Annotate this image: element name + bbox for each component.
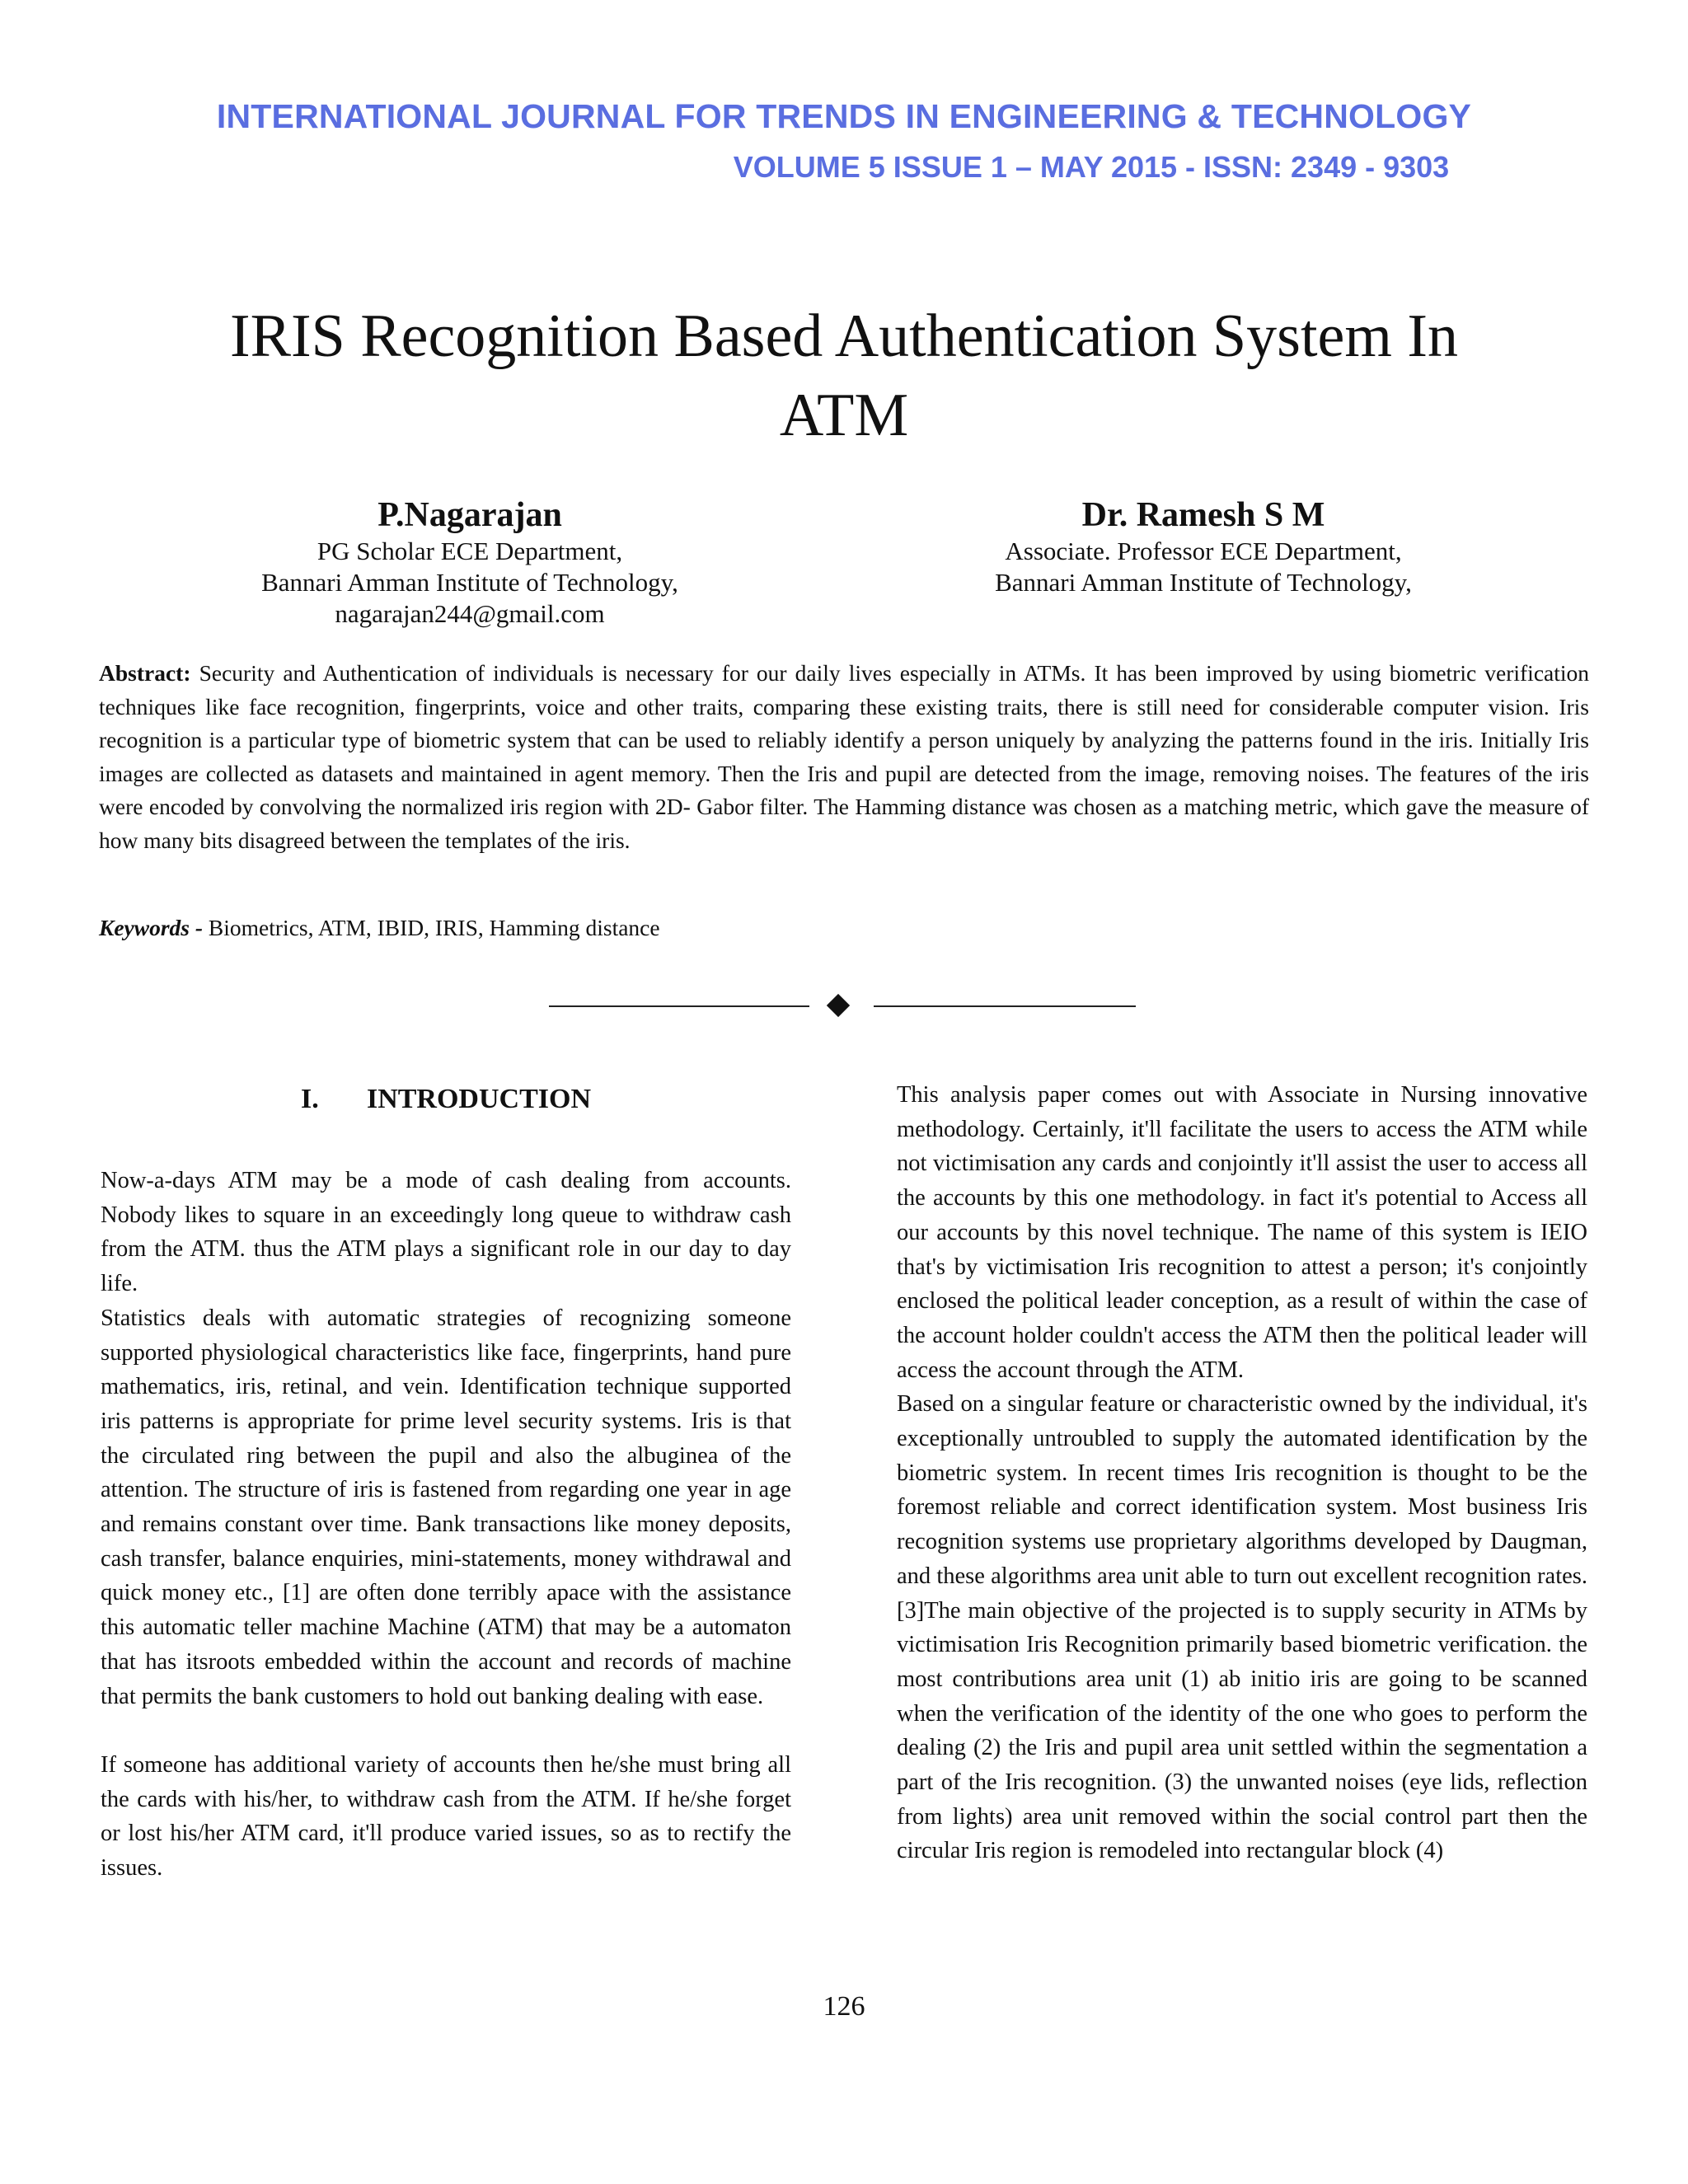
body-column-right: [897, 1078, 1587, 1868]
title-line-2: ATM: [779, 382, 909, 449]
section-number: I.: [300, 1084, 319, 1114]
journal-name: INTERNATIONAL JOURNAL FOR TRENDS IN ENGINEERING & TECHNOLOGY: [216, 97, 1472, 135]
journal-issue: VOLUME 5 ISSUE 1 – MAY 2015 - ISSN: 2349 - 9303: [733, 150, 1450, 184]
body-column-left: [101, 1164, 791, 1886]
author-role: PG Scholar ECE Department,: [316, 537, 623, 565]
author-email: nagarajan244@gmail.com: [335, 599, 605, 628]
body-paragraph: If someone has additional variety of accounts then he/she must bring all the cards with his/her, to withdraw cash from the ATM. If he/she forget or lost his/her ATM card, it'll produce varied issues, so as to rectify the issues.: [101, 1751, 791, 1882]
paper-title: [99, 297, 1589, 455]
separator-line-right: [874, 1005, 1136, 1007]
body-paragraph: Statistics deals with automatic strategies of recognizing someone supported physiological characteristics like face, fingerprints, hand pure mathematics, iris, retinal, and vein. Identification technique supported iris patterns is appropriate for prime level security systems. Iris is that the circulated ring between the pupil and also the albuginea of the attention. The structure of iris is fastened from regarding one year in age and remains constant over time. Bank transactions like money deposits, cash transfer, balance enquiries, mini-statements, money withdrawal and quick money etc., [1] are often done terribly apace with the assistance this automatic teller machine Machine (ATM) that may be a automaton that has itsroots embedded within the account and records of machine that permits the bank customers to hold out banking dealing with ease.: [101, 1305, 791, 1709]
abstract-text: Security and Authentication of individuals is necessary for our daily lives especially in ATMs. It has been improved by using biometric verification techniques like face recognition, fingerprints, voice and other traits, comparing these existing traits, there is still need for considerable computer vision. Iris recognition is a particular type of biometric system that can be used to reliably identify a person uniquely by analyzing the patterns found in the iris. Initially Iris images are collected as datasets and maintained in agent memory. Then the Iris and pupil are detected from the image, removing noises. The features of the iris were encoded by convolving the normalized iris region with 2D- Gabor filter. The Hamming distance was chosen as a matching metric, which gave the measure of how many bits disagreed between the templates of the iris.: [99, 660, 1590, 853]
author-name: P.Nagarajan: [377, 496, 562, 534]
author-block-1: [157, 494, 783, 630]
abstract: [99, 657, 1589, 857]
keywords-text: Biometrics, ATM, IBID, IRIS, Hamming distance: [208, 915, 660, 940]
author-affiliation: Bannari Amman Institute of Technology,: [261, 568, 678, 597]
body-paragraph: Based on a singular feature or characteristic owned by the individual, it's exceptionally untroubled to supply the automated identification by the biometric system. In recent times Iris recognition is thought to be the foremost reliable and correct identification system. Most business Iris recognition systems use proprietary algorithms developed by Daugman, and these algorithms area unit able to turn out excellent recognition rates. [3]The main objective of the projected is to supply security in ATMs by victimisation Iris Recognition primarily based biometric verification. the most contributions area unit (1) ab initio iris are going to be scanned when the verification of the identity of the one who goes to perform the dealing (2) the Iris and pupil area unit settled within the segmentation a part of the Iris recognition. (3) the unwanted noises (eye lids, reflection from lights) area unit removed within the social control part then the circular Iris region is remodeled into rectangular block (4): [897, 1391, 1587, 1864]
author-affiliation: Bannari Amman Institute of Technology,: [995, 568, 1412, 597]
section-heading-introduction: [101, 1081, 791, 1118]
keywords-label: Keywords -: [99, 915, 204, 940]
abstract-label: Abstract:: [99, 660, 191, 686]
author-block-2: [890, 494, 1517, 598]
title-line-1: IRIS Recognition Based Authentication System In: [229, 302, 1459, 370]
separator-diamond-icon: [827, 994, 850, 1017]
author-name: Dr. Ramesh S M: [1081, 496, 1325, 534]
keywords: [99, 912, 1589, 944]
author-role: Associate. Professor ECE Department,: [1005, 537, 1402, 565]
page-number: 126: [823, 1991, 865, 2022]
body-paragraph: This analysis paper comes out with Associate in Nursing innovative methodology. Certainly, it'll facilitate the users to access the ATM while not victimisation any cards and conjointly it'll assist the user to access all the accounts by this one methodology. in fact it's potential to Access all our accounts by this novel technique. The name of this system is IEIO that's by victimisation Iris recognition to attest a person; it's conjointly enclosed the political leader conception, as a result of within the case of the account holder couldn't access the ATM then the political leader will access the account through the ATM.: [897, 1082, 1587, 1383]
separator-line-left: [549, 1005, 809, 1007]
body-paragraph: Now-a-days ATM may be a mode of cash dealing from accounts. Nobody likes to square in an exceedingly long queue to withdraw cash from the ATM. thus the ATM plays a significant role in our day to day life.: [101, 1168, 791, 1297]
section-title: INTRODUCTION: [366, 1084, 592, 1114]
